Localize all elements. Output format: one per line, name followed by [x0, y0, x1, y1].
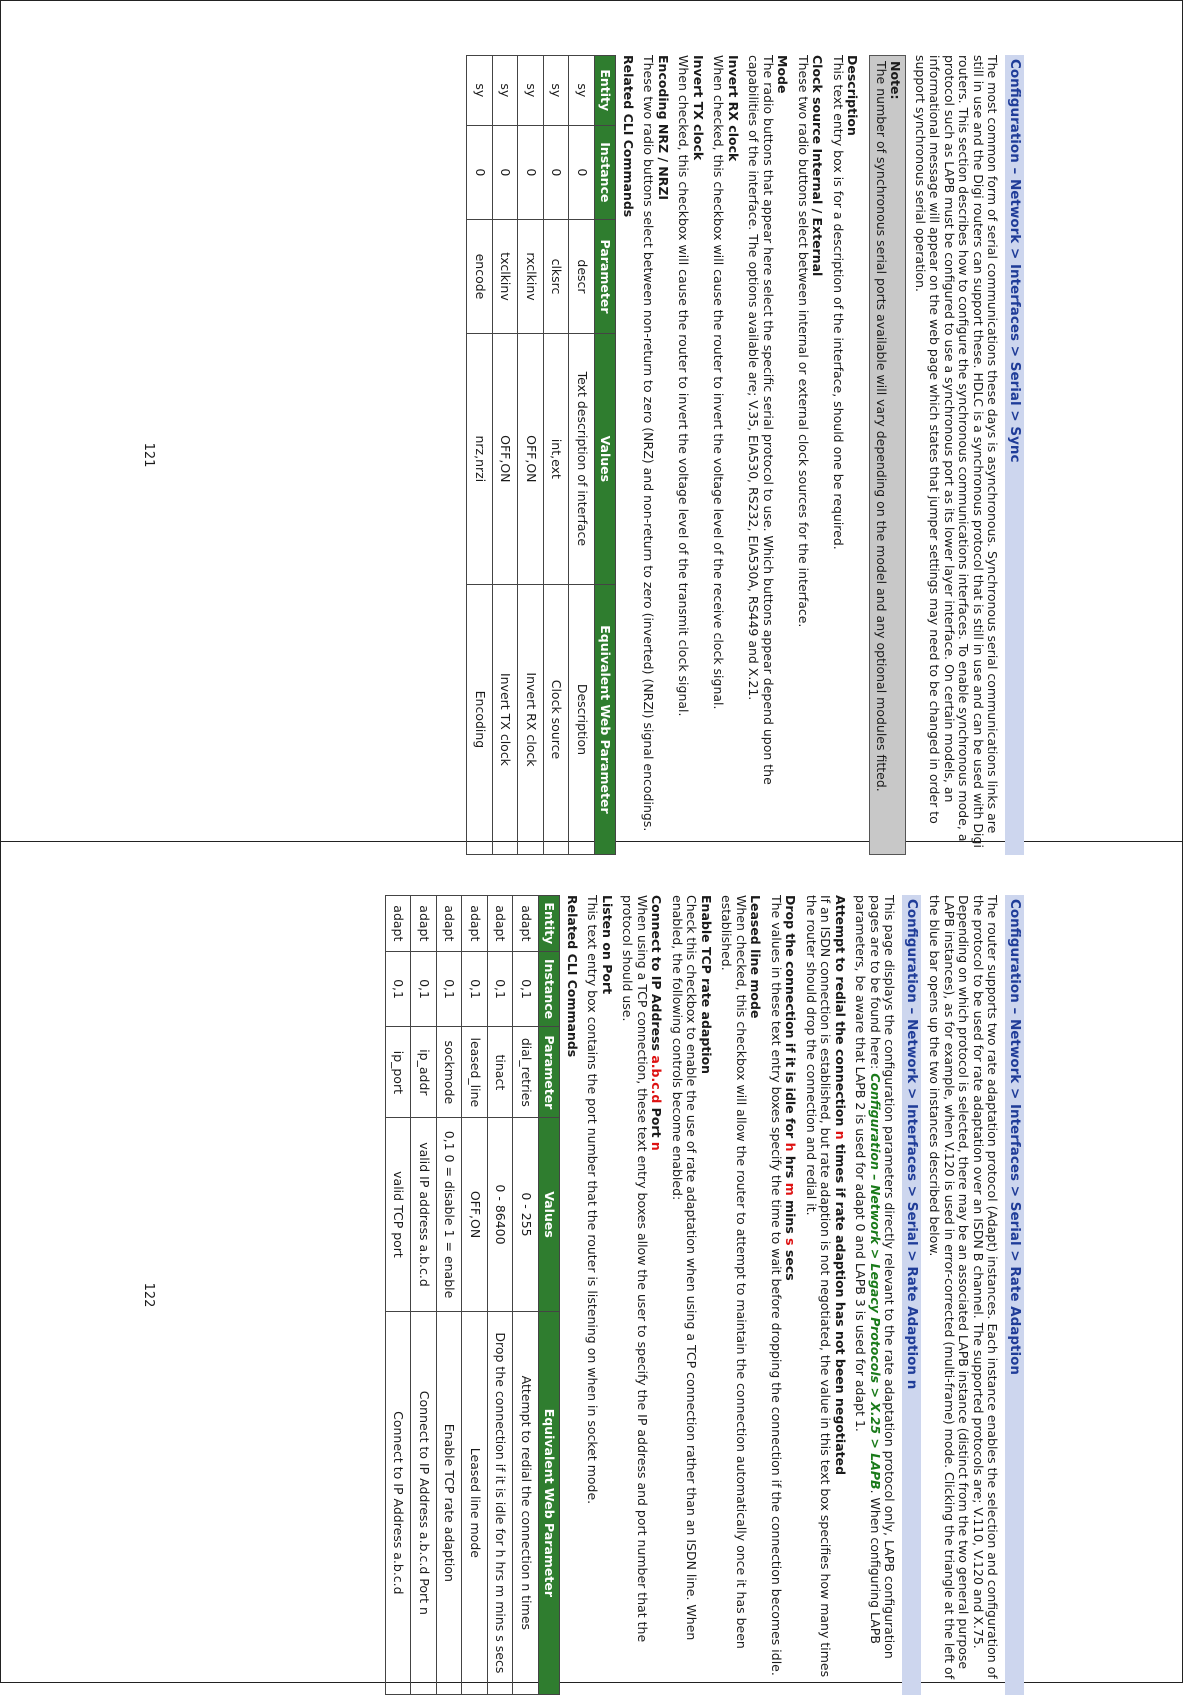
idle-hrs: hrs — [783, 1155, 799, 1179]
cell-entity: adapt — [437, 896, 463, 952]
cell-web-parameter: Enable TCP rate adaption — [437, 1311, 463, 1694]
page-number: 121 — [141, 442, 156, 468]
idle-text: The values in these text entry boxes specify the time to wait before dropping the connection if the connection becomes idle. — [769, 895, 784, 1676]
cell-values: int,ext — [544, 333, 570, 584]
leased-label: Leased line mode — [748, 895, 764, 1019]
cell-instance: 0 — [544, 125, 570, 220]
description-text: This text entry box is for a description of the interface, should one be required. — [831, 55, 846, 550]
tcp-label: Enable TCP rate adaption — [699, 895, 714, 1075]
cell-entity: sy — [569, 56, 595, 126]
page-121 — [467, 55, 1031, 855]
page-title: Configuration – Network > Interfaces > Serial > Rate Adaption — [1006, 895, 1025, 1695]
section-clock-source — [796, 55, 825, 855]
section-invert-tx — [676, 55, 705, 855]
mode-text: The radio buttons that appear here select the specific serial protocol to use. Which buttons appear depend upon the capabilities of the interface. The options available are; V.35, EIA530, RS232, EIA530A, RS449 and X.21. — [746, 55, 776, 785]
cell-web-parameter: Encoding — [467, 584, 493, 854]
header-web-parameter: Equivalent Web Parameter — [595, 584, 617, 854]
invert-rx-label: Invert RX clock — [726, 55, 741, 162]
header-web-parameter: Equivalent Web Parameter — [539, 1311, 561, 1694]
page-number: 122 — [141, 1282, 156, 1308]
section-tcp — [670, 895, 714, 1695]
header-instance: Instance — [539, 951, 561, 1027]
idle-secs: secs — [783, 1249, 799, 1281]
page-122 — [385, 895, 1030, 1695]
leased-text: When checked, this checkbox will allow the router to attempt to maintain the connection automatically once it has been established. — [719, 895, 749, 1649]
cell-web-parameter: Attempt to redial the connection n times — [513, 1311, 539, 1694]
cell-parameter: leased_line — [462, 1027, 488, 1118]
cell-instance: 0,1 — [386, 951, 412, 1027]
idle-label-start: Drop the connection if it is idle for — [783, 895, 799, 1139]
cell-instance: 0,1 — [411, 951, 437, 1027]
table-header-row — [539, 896, 561, 1695]
cell-parameter: descr — [569, 220, 595, 334]
section-mode — [746, 55, 790, 855]
cell-parameter: dial_retries — [513, 1027, 539, 1118]
header-instance: Instance — [595, 125, 617, 220]
cell-values: OFF,ON — [518, 333, 544, 584]
cli-table — [467, 55, 617, 855]
cell-values: 0,1 0 = disable 1 = enable — [437, 1118, 463, 1311]
cell-entity: adapt — [513, 896, 539, 952]
redial-n: n — [833, 1130, 848, 1140]
cell-values: OFF,ON — [462, 1118, 488, 1311]
cli-table — [385, 895, 561, 1695]
page-121-number-wrap — [141, 55, 156, 855]
section-listen — [585, 895, 614, 1695]
cell-instance: 0,1 — [462, 951, 488, 1027]
cli-commands-label: Related CLI Commands — [565, 895, 580, 1058]
cell-web-parameter: Clock source — [544, 584, 570, 854]
table-header-row — [595, 56, 617, 855]
cell-parameter: sockmode — [437, 1027, 463, 1118]
idle-s: s — [783, 1238, 799, 1246]
section-idle — [769, 895, 798, 1695]
cell-entity: adapt — [386, 896, 412, 952]
connect-port: Port — [649, 1107, 665, 1138]
idle-label — [783, 895, 798, 1695]
cell-entity: sy — [518, 56, 544, 126]
header-entity: Entity — [595, 56, 617, 126]
cell-entity: adapt — [462, 896, 488, 952]
redial-label — [833, 895, 848, 1695]
cli-commands-label: Related CLI Commands — [621, 55, 636, 218]
listen-label: Listen on Port — [600, 895, 615, 995]
intro-paragraph: The router supports two rate adaptation protocol (Adapt) instances. Each instance enables the selection and configuration of the protocol to be used for rate adaptation over an ISDN B channel. The supported protocols are; V.110, V.120 and X.75. Depending on which protocol is selected, there may be an associated LAPB instance (distinct from the two general purpose LAPB instances), as for example, when V.120 is used in error-corrected (multi-frame) mode. Clicking the triangle at the left of the blue bar opens up the two instances described below. — [927, 895, 1001, 1680]
sub-paragraph — [853, 895, 897, 1695]
idle-mins: mins — [783, 1200, 799, 1234]
cell-parameter: txclkinv — [493, 220, 519, 334]
table-row — [488, 896, 514, 1695]
listen-text: This text entry box contains the port number that the router is listening on when in socket mode. — [585, 895, 601, 1505]
cell-entity: sy — [493, 56, 519, 126]
cell-instance: 0 — [518, 125, 544, 220]
cell-parameter: encode — [467, 220, 493, 334]
header-parameter: Parameter — [595, 220, 617, 334]
table-row — [467, 56, 493, 855]
cell-values: 0 - 86400 — [488, 1118, 514, 1311]
cell-parameter: clksrc — [544, 220, 570, 334]
section-redial — [804, 895, 848, 1695]
table-row — [493, 56, 519, 855]
cell-entity: sy — [467, 56, 493, 126]
header-values: Values — [539, 1118, 561, 1311]
invert-rx-text: When checked, this checkbox will cause the router to invert the voltage level of the receive clock signal. — [711, 55, 727, 710]
invert-tx-text: When checked, this checkbox will cause the router to invert the voltage level of the transmit clock signal. — [676, 55, 692, 717]
cell-values: nrz,nrzi — [467, 333, 493, 584]
section-connect — [620, 895, 664, 1695]
cell-parameter: ip_addr — [411, 1027, 437, 1118]
connect-n: n — [649, 1141, 665, 1151]
table-row — [437, 896, 463, 1695]
cell-web-parameter: Invert RX clock — [518, 584, 544, 854]
cell-instance: 0 — [467, 125, 493, 220]
cell-parameter: rxclkinv — [518, 220, 544, 334]
sub-text-start: This page displays the configuration parameters directly relevant to the rate adaptation protocol only, LAPB configuration pages are to be found here: — [868, 895, 898, 1659]
table-row — [411, 896, 437, 1695]
cell-entity: adapt — [488, 896, 514, 952]
cell-entity: adapt — [411, 896, 437, 952]
cell-instance: 0 — [493, 125, 519, 220]
table-row — [513, 896, 539, 1695]
mode-label: Mode — [775, 55, 791, 94]
invert-tx-label: Invert TX clock — [691, 55, 706, 161]
note-title: Note: — [888, 61, 904, 100]
header-entity: Entity — [539, 896, 561, 952]
cell-values: 0 - 255 — [513, 1118, 539, 1311]
cell-entity: sy — [544, 56, 570, 126]
cell-parameter: tinact — [488, 1027, 514, 1118]
redial-text: If an ISDN connection is established, but rate adaption is not negotiated, the value in this text box specifies how many times the router should drop the connection and redial it. — [804, 895, 834, 1678]
redial-label-end: times if rate adaption has not been negotiated — [833, 1144, 848, 1476]
cell-instance: 0 — [569, 125, 595, 220]
note-text: The number of synchronous serial ports available will vary depending on the model and any optional modules fitted. — [874, 61, 889, 792]
cell-instance: 0,1 — [513, 951, 539, 1027]
cell-values: valid IP address a.b.c.d — [411, 1118, 437, 1311]
redial-label-start: Attempt to redial the connection — [833, 895, 848, 1127]
intro-paragraph: The most common form of serial communications these days is asynchronous. Synchronous serial communications links are still in use and the Digi routers can support these. HDLC is a synchronous protocol that is still in use and can be used with Digi routers. This section describes how to configure the synchronous communications interfaces. To enable synchronous mode, a protocol such as LAPB must be configured to use a synchronous port as its lower layer interface. On certain models, an informational message will appear on the web page which states that jumper settings may need to be changed in order to support synchronous serial operation. — [913, 55, 1001, 848]
cell-web-parameter: Connect to IP Address a.b.c.d — [386, 1311, 412, 1694]
header-parameter: Parameter — [539, 1027, 561, 1118]
connect-abcd: a.b.c.d — [649, 1055, 665, 1104]
cell-values: Text description of interface — [569, 333, 595, 584]
table-row — [518, 56, 544, 855]
connect-label — [649, 895, 664, 1695]
connect-text: When using a TCP connection, these text entry boxes allow the user to specify the IP address and port number that the protocol should use. — [620, 895, 650, 1643]
section-encoding — [641, 55, 670, 855]
description-label: Description — [845, 55, 861, 136]
idle-m: m — [783, 1182, 799, 1196]
tcp-text: Check this checkbox to enable the use of rate adaptation when using a TCP connection rather than an ISDN line. When enabled, the following controls become enabled: — [670, 895, 700, 1641]
lapb-link[interactable]: Configuration – Network > Legacy Protocols > X.25 > LAPB — [868, 1073, 883, 1490]
cell-web-parameter: Description — [569, 584, 595, 854]
connect-label-start: Connect to IP Address — [649, 895, 665, 1051]
clock-source-label: Clock source Internal / External — [810, 55, 826, 277]
note-box — [870, 55, 907, 855]
table-row — [569, 56, 595, 855]
section-leased — [719, 895, 763, 1695]
header-values: Values — [595, 333, 617, 584]
cell-web-parameter: Connect to IP Address a.b.c.d Port n — [411, 1311, 437, 1694]
table-row — [462, 896, 488, 1695]
table-row — [386, 896, 412, 1695]
cell-values: valid TCP port — [386, 1118, 412, 1311]
sub-title: Configuration – Network > Interfaces > Serial > Rate Adaption n — [903, 895, 922, 1695]
cell-instance: 0,1 — [437, 951, 463, 1027]
cell-web-parameter: Invert TX clock — [493, 584, 519, 854]
encoding-text: These two radio buttons select between non-return to zero (NRZ) and non-return to zero (inverted) (NRZI) signal encodings. — [641, 55, 657, 832]
cell-web-parameter: Leased line mode — [462, 1311, 488, 1694]
clock-source-text: These two radio buttons select between internal or external clock sources for the interface. — [796, 55, 811, 628]
page-122-number-wrap — [141, 895, 156, 1695]
page-title: Configuration – Network > Interfaces > Serial > Sync — [1006, 55, 1025, 855]
table-row — [544, 56, 570, 855]
cell-values: OFF,ON — [493, 333, 519, 584]
sub-text-end: . When configuring LAPB parameters, be aware that LAPB 2 is used for adapt 0 and LAPB 3 is used for adapt 1. — [853, 895, 883, 1644]
section-invert-rx — [711, 55, 740, 855]
cell-web-parameter: Drop the connection if it is idle for h hrs m mins s secs — [488, 1311, 514, 1694]
encoding-label: Encoding NRZ / NRZI — [656, 55, 671, 201]
idle-h: h — [783, 1142, 799, 1152]
section-description — [831, 55, 860, 855]
cell-instance: 0,1 — [488, 951, 514, 1027]
cell-parameter: ip_port — [386, 1027, 412, 1118]
